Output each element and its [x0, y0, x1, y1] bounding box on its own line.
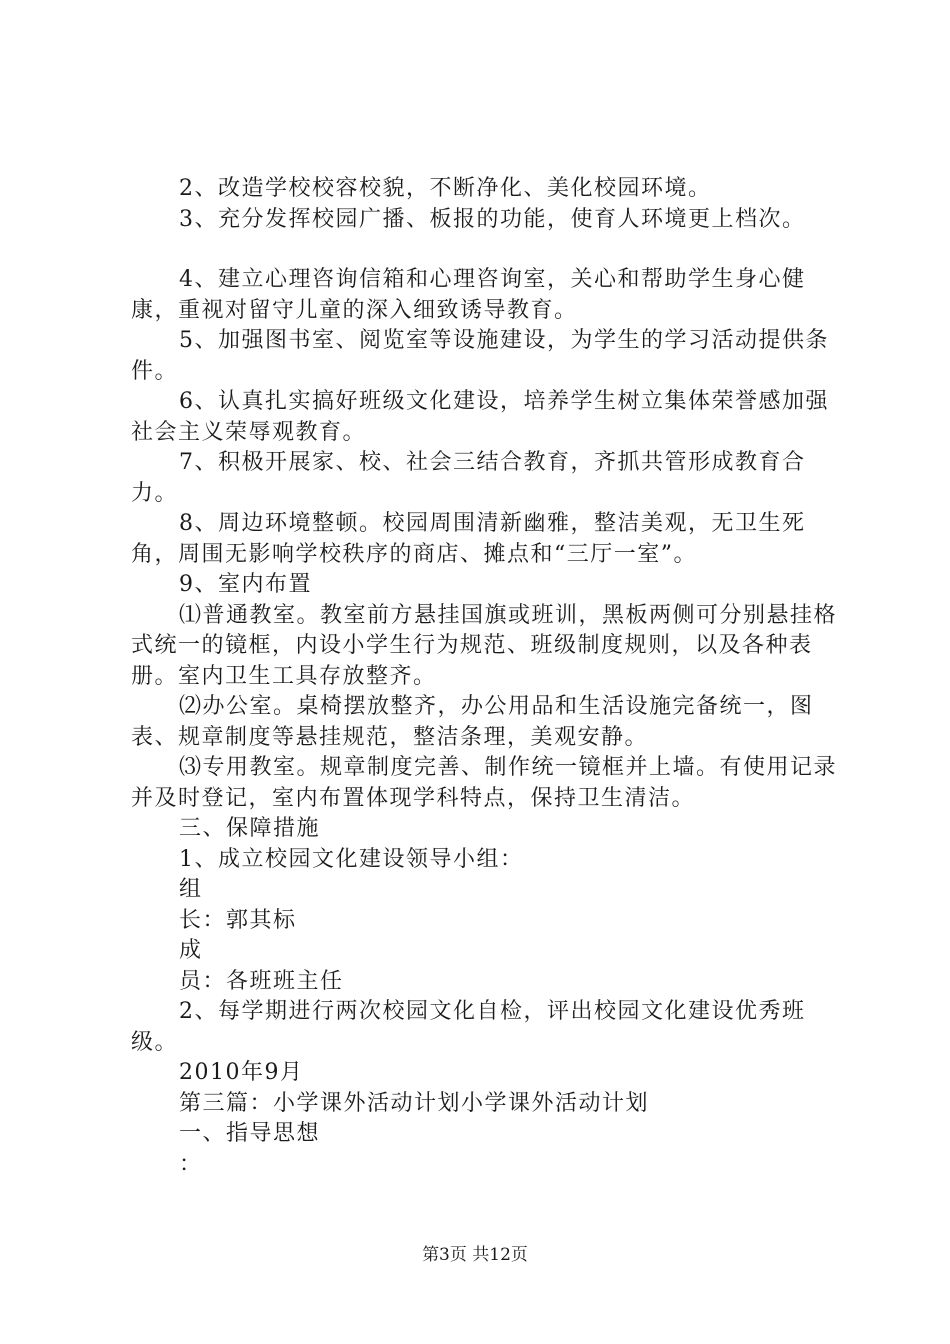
section-heading-safeguards: 三、保障措施	[179, 816, 321, 841]
paragraph-colon: ：	[179, 1151, 203, 1177]
paragraph-self-check: 2、每学期进行两次校园文化自检，评出校园文化建设优秀班级。	[131, 999, 806, 1055]
document-body	[131, 174, 847, 1180]
paragraph-chapter-title: 第三篇：小学课外活动计划小学课外活动计划	[179, 1090, 650, 1116]
paragraph-item-5: 5、加强图书室、阅览室等设施建设，为学生的学习活动提供条件。	[131, 328, 829, 384]
section-heading-guiding-thought: 一、指导思想	[179, 1121, 321, 1146]
paragraph-date: 2010年9月	[179, 1060, 304, 1085]
paragraph-group-label: 组	[179, 877, 203, 902]
paragraph-member-label: 成	[179, 938, 203, 963]
paragraph-special-room: ⑶专用教室。规章制度完善、制作统一镜框并上墙。有使用记录并及时登记，室内布置体现学科特点，保持卫生清洁。	[131, 755, 838, 811]
paragraph-item-7: 7、积极开展家、校、社会三结合教育，齐抓共管形成教育合力。	[131, 450, 806, 506]
paragraph-office: ⑵办公室。桌椅摆放整齐，办公用品和生活设施完备统一，图表、规章制度等悬挂规范，整洁条理，美观安静。	[131, 694, 814, 750]
paragraph-leadership-group: 1、成立校园文化建设领导小组：	[179, 846, 524, 872]
paragraph-item-6: 6、认真扎实搞好班级文化建设，培养学生树立集体荣誉感加强社会主义荣辱观教育。	[131, 389, 829, 445]
paragraph-item-9: 9、室内布置	[179, 572, 312, 597]
paragraph-members: 员：各班班主任	[179, 968, 344, 994]
paragraph-item-8: 8、周边环境整顿。校园周围清新幽雅，整洁美观，无卫生死角，周围无影响学校秩序的商店、摊点和“三厅一室”。	[131, 511, 806, 567]
paragraph-item-2: 2、改造学校校容校貌，不断净化、美化校园环境。	[179, 176, 712, 201]
paragraph-group-leader: 长：郭其标	[179, 907, 297, 933]
paragraph-item-4: 4、建立心理咨询信箱和心理咨询室，关心和帮助学生身心健康，重视对留守儿童的深入细致诱导教育。	[131, 267, 806, 323]
paragraph-classroom: ⑴普通教室。教室前方悬挂国旗或班训，黑板两侧可分别悬挂格式统一的镜框，内设小学生行为规范、班级制度规则，以及各种表册。室内卫生工具存放整齐。	[131, 602, 838, 689]
paragraph-item-3: 3、充分发挥校园广播、板报的功能，使育人环境更上档次。	[179, 206, 806, 232]
page-footer: 第3页 共12页	[422, 1245, 528, 1265]
